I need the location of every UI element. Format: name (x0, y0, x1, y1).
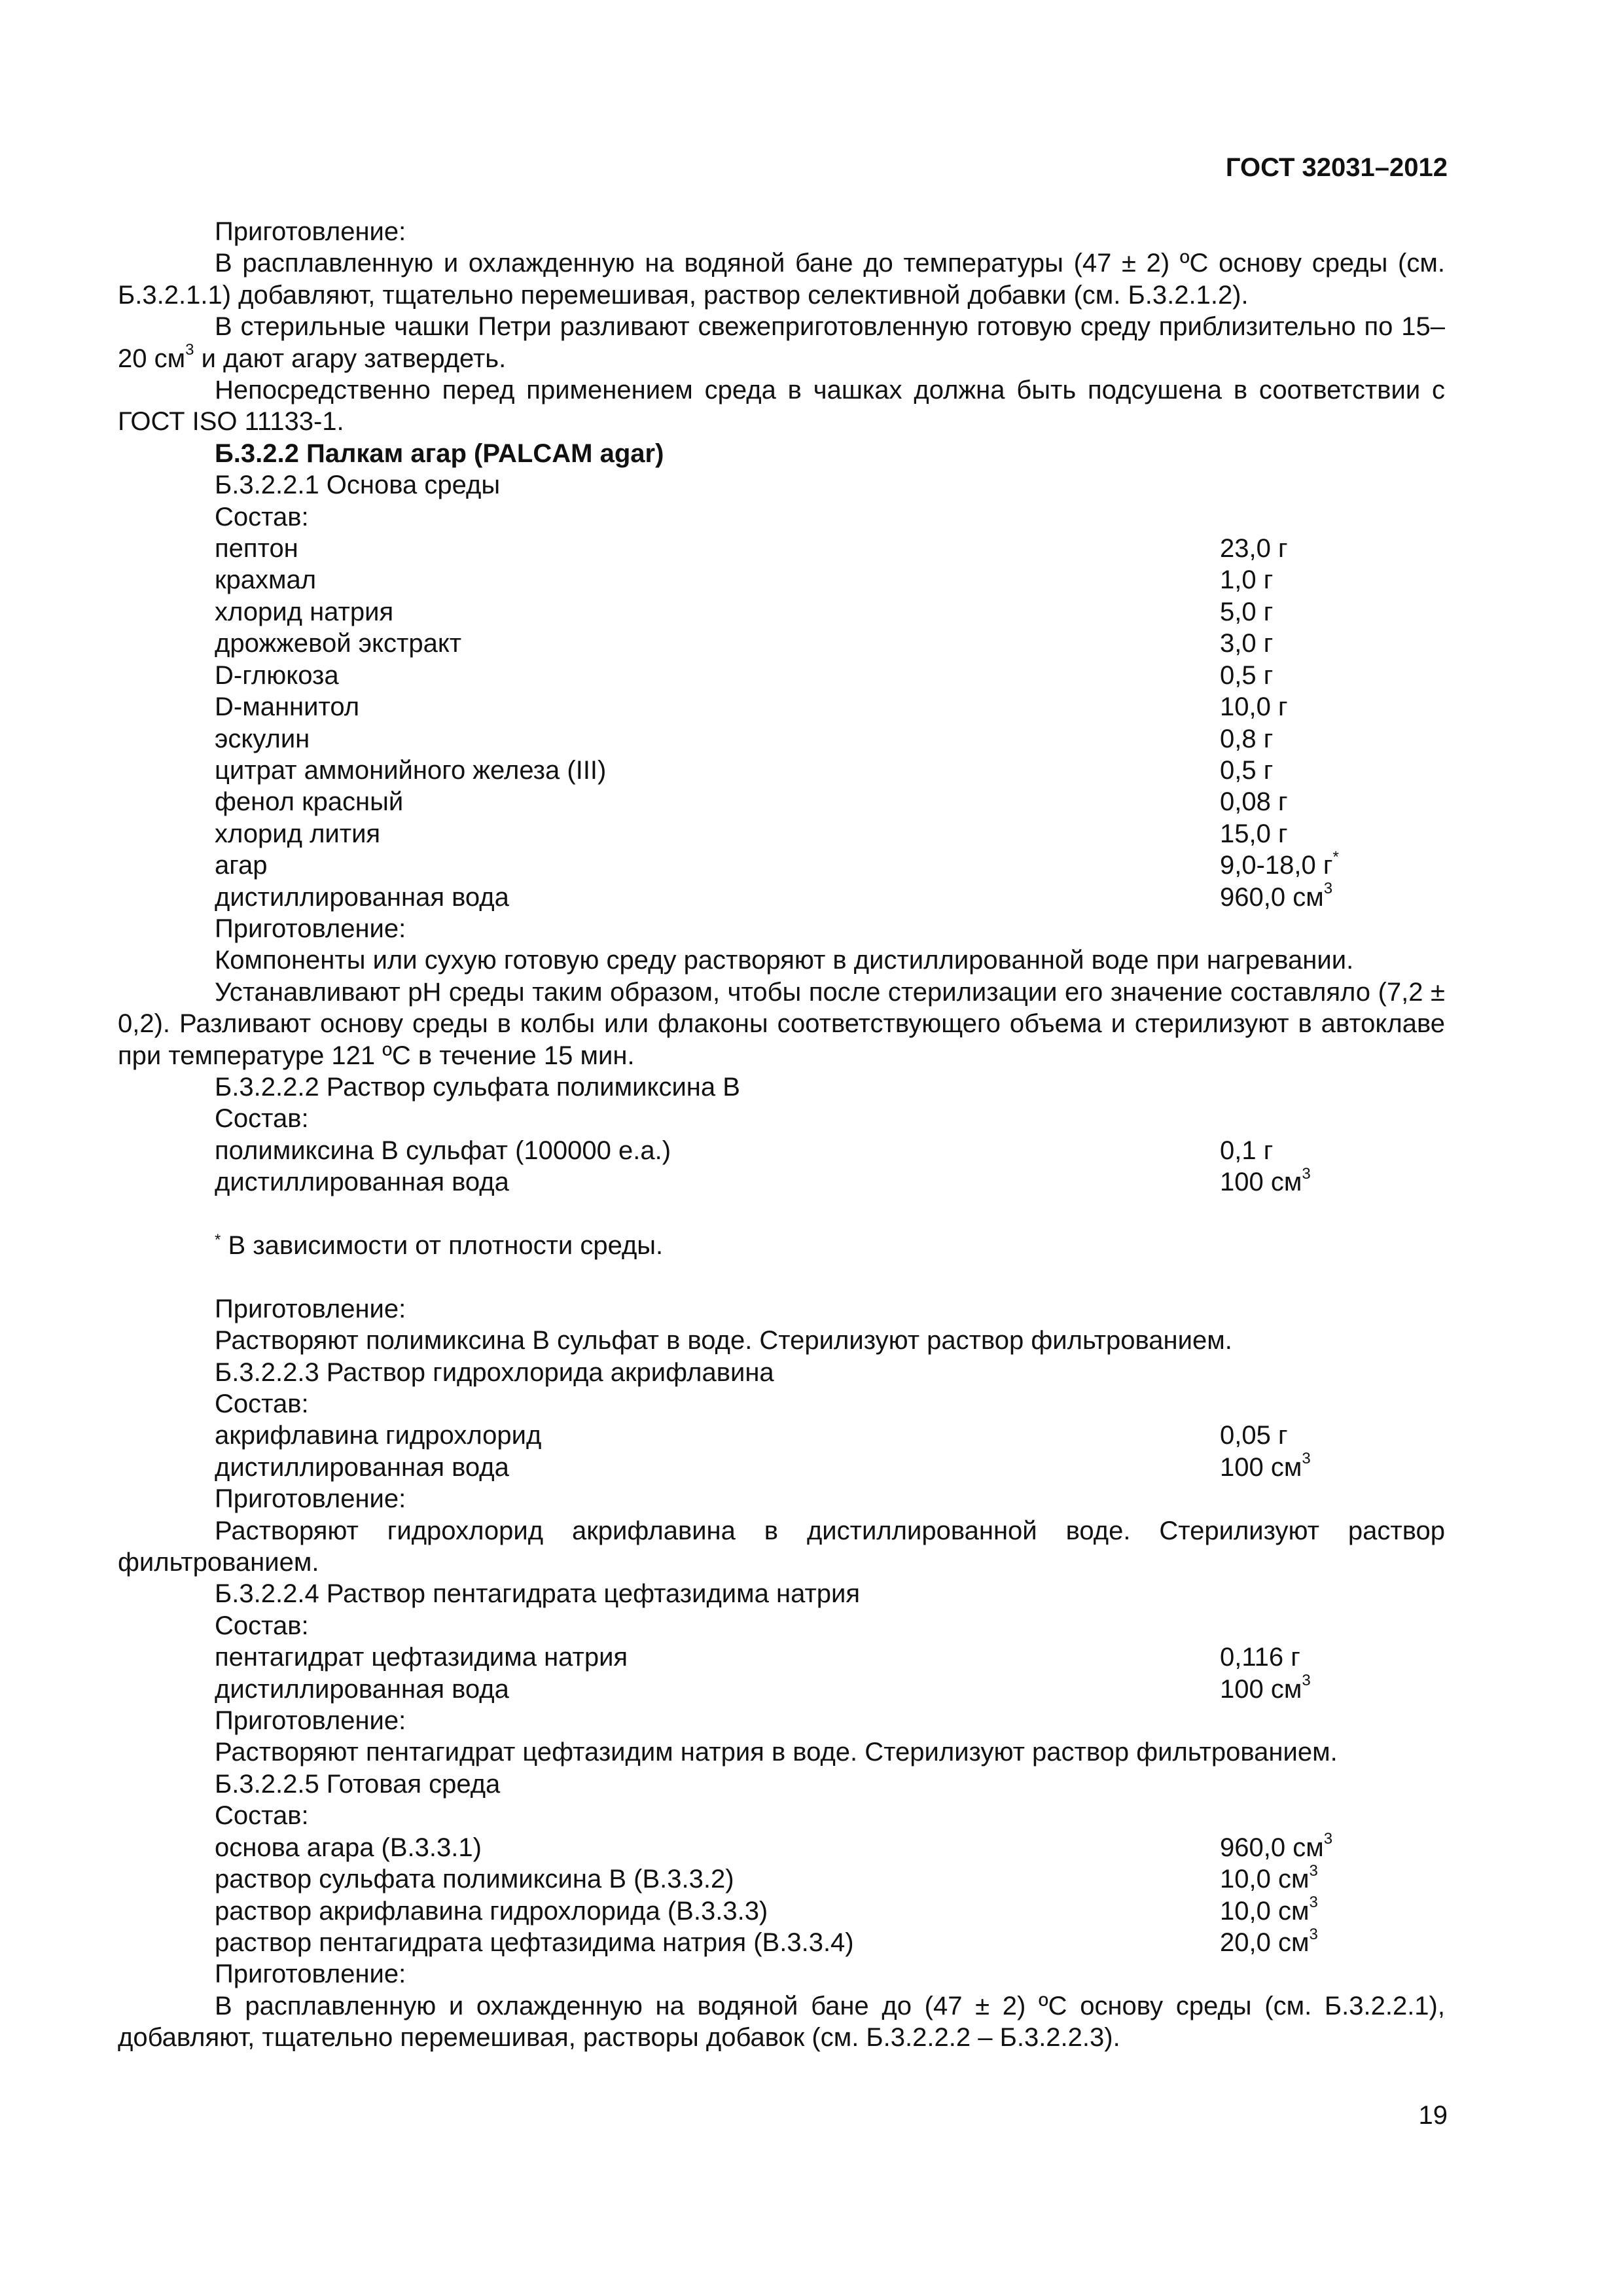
ingredient-list (118, 1420, 1445, 1483)
ingredient-amount: 0,1 г (1220, 1136, 1274, 1165)
superscript: 3 (185, 341, 194, 359)
superscript: 3 (1302, 1450, 1311, 1468)
ingredient-amount: 9,0-18,0 г* (1220, 848, 1339, 880)
prep-label: Приготовление: (215, 1484, 406, 1514)
ingredient-amount: 0,08 г (1220, 787, 1288, 817)
prep-paragraph: В расплавленную и охлажденную на водяной бане до (47 ± 2) ºС основу среды (см. Б.3.2.2.1), добавляют, тщательно перемешивая, растворы добавок (см. Б.3.2.2.2 – Б.3.2.2.3). (118, 1991, 1445, 2053)
composition-label: Состав: (215, 1611, 309, 1640)
ingredient-row (118, 1895, 1445, 1927)
section-heading: Б.3.2.2 Палкам агар (PALCAM agar) (215, 439, 664, 468)
prep-label: Приготовление: (215, 217, 406, 246)
superscript: 3 (1302, 1672, 1311, 1690)
ingredient-name: полимиксина В сульфат (100000 е.а.) (215, 1136, 671, 1165)
subsection-title: Б.3.2.2.1 Основа среды (215, 471, 501, 500)
ingredient-row (118, 1863, 1445, 1895)
ingredient-name: раствор сульфата полимиксина В (В.3.3.2) (215, 1865, 734, 1894)
footnote-text: В зависимости от плотности среды. (221, 1230, 664, 1260)
prep-label: Приготовление: (215, 914, 406, 943)
ingredient-list (118, 1135, 1445, 1198)
ingredient-amount: 0,8 г (1220, 724, 1274, 753)
ingredient-row (118, 596, 1445, 628)
superscript: 3 (1309, 1893, 1318, 1912)
ingredient-row (118, 723, 1445, 755)
composition-label: Состав: (215, 1390, 309, 1418)
composition-label: Состав: (215, 502, 309, 531)
ingredient-amount: 0,5 г (1220, 660, 1274, 690)
ingredient-amount: 10,0 $см^3$ (1220, 1893, 1318, 1926)
ingredient-list (118, 1832, 1445, 1959)
superscript: 3 (1323, 1830, 1333, 1848)
ingredient-amount: 100 $см^3$ (1220, 1164, 1311, 1197)
ingredient-name: пептон (215, 534, 298, 564)
ingredient-name: раствор акрифлавина гидрохлорида (В.3.3.3) (215, 1896, 768, 1926)
ingredient-row (118, 691, 1445, 723)
ingredient-amount: 100 $см^3$ (1220, 1672, 1311, 1704)
intro-paragraph-3: Непосредственно перед применением среда в чашках должна быть подсушена в соответствии с ГОСТ ISO 11133-1. (118, 376, 1445, 437)
ingredient-amount: 15,0 г (1220, 819, 1288, 848)
ingredient-row (118, 1674, 1445, 1705)
superscript: 3 (1309, 1925, 1318, 1943)
ingredient-name: основа агара (В.3.3.1) (215, 1833, 482, 1862)
subsection-title: Б.3.2.2.4 Раствор пентагидрата цефтазидима натрия (215, 1579, 861, 1609)
ingredient-row (118, 1166, 1445, 1198)
footnote (118, 1230, 1445, 1261)
composition-label: Состав: (215, 1801, 309, 1831)
ingredient-row (118, 628, 1445, 659)
page-body (118, 216, 1445, 2054)
document-code: ГОСТ 32031–2012 (1225, 153, 1448, 182)
ingredient-name: фенол красный (215, 787, 404, 817)
ingredient-name: раствор пентагидрата цефтазидима натрия (В.3.3.4) (215, 1928, 854, 1957)
ingredient-name: хлорид натрия (215, 597, 394, 626)
ingredient-amount: 10,0 $см^3$ (1220, 1861, 1318, 1894)
prep-paragraph: Компоненты или сухую готовую среду растворяют в дистиллированной воде при нагревании. (215, 946, 1354, 975)
intro-paragraph-2-text: В стерильные чашки Петри разливают свежеприготовленную готовую среду приблизительно по 15–20 см (118, 312, 1445, 373)
ingredient-name: цитрат аммонийного железа (III) (215, 755, 607, 785)
ingredient-amount: 100 $см^3$ (1220, 1450, 1311, 1482)
ingredient-amount: 0,116 г (1220, 1643, 1300, 1672)
ingredient-amount: 1,0 г (1220, 565, 1274, 595)
ingredient-row (118, 818, 1445, 850)
ingredient-name: D-глюкоза (215, 660, 339, 690)
ingredient-name: D-маннитол (215, 692, 360, 722)
superscript: 3 (1309, 1861, 1318, 1880)
footnote-marker: * (215, 1230, 221, 1249)
prep-label: Приготовление: (215, 1706, 406, 1736)
subsection-title: Б.3.2.2.5 Готовая среда (215, 1769, 501, 1799)
intro-paragraph-2-text-end: и дают агару затвердеть. (194, 344, 507, 373)
subsection-title: Б.3.2.2.2 Раствор сульфата полимиксина В (215, 1072, 740, 1102)
ingredient-amount: 960,0 $см^3$ (1220, 1830, 1333, 1862)
prep-paragraph: Устанавливают рН среды таким образом, чтобы после стерилизации его значение составляло (7,2 ± 0,2). Разливают основу среды в колбы или флаконы соответствующего объема и стерилизуют в автоклаве при температуре 121 ºС в течение 15 мин. (118, 977, 1445, 1070)
ingredient-name: дистиллированная вода (215, 1452, 509, 1482)
ingredient-row (118, 1641, 1445, 1673)
ingredient-row (118, 882, 1445, 913)
ingredient-name: эскулин (215, 724, 310, 753)
ingredient-name: агар (215, 851, 268, 880)
ingredient-name: дистиллированная вода (215, 1168, 509, 1197)
ingredient-amount: 0,5 г (1220, 755, 1274, 785)
ingredient-row (118, 755, 1445, 786)
superscript: 3 (1302, 1164, 1311, 1183)
ingredient-row (118, 850, 1445, 881)
ingredient-row (118, 786, 1445, 817)
prep-paragraph: Растворяют гидрохлорид акрифлавина в дистиллированной воде. Стерилизуют раствор фильтрованием. (118, 1516, 1445, 1577)
ingredient-list (118, 533, 1445, 913)
ingredient-amount: 10,0 г (1220, 692, 1288, 722)
ingredient-amount: 23,0 г (1220, 534, 1288, 564)
superscript: 3 (1323, 880, 1333, 898)
ingredient-amount: 20,0 $см^3$ (1220, 1925, 1318, 1957)
ingredient-amount: 960,0 $см^3$ (1220, 880, 1333, 912)
ingredient-name: дистиллированная вода (215, 882, 509, 912)
prep-paragraph: Растворяют полимиксина В сульфат в воде. Стерилизуют раствор фильтрованием. (215, 1326, 1232, 1355)
ingredient-amount: 3,0 г (1220, 629, 1274, 658)
subsection-title: Б.3.2.2.3 Раствор гидрохлорида акрифлавина (215, 1357, 774, 1387)
composition-label: Состав: (215, 1104, 309, 1134)
ingredient-name: пентагидрат цефтазидима натрия (215, 1643, 628, 1672)
ingredient-name: дрожжевой экстракт (215, 629, 462, 658)
ingredient-list (118, 1641, 1445, 1705)
ingredient-row (118, 1135, 1445, 1166)
ingredient-row (118, 1420, 1445, 1451)
prep-label: Приготовление: (215, 1960, 406, 1989)
ingredient-row (118, 1832, 1445, 1863)
ingredient-amount: 5,0 г (1220, 597, 1274, 626)
ingredient-amount: 0,05 г (1220, 1421, 1288, 1450)
ingredient-row (118, 564, 1445, 596)
ingredient-name: крахмал (215, 565, 317, 595)
ingredient-row (118, 533, 1445, 564)
ingredient-row (118, 660, 1445, 691)
prep-label: Приготовление: (215, 1294, 406, 1323)
ingredient-row (118, 1452, 1445, 1483)
ingredient-name: акрифлавина гидрохлорид (215, 1421, 542, 1450)
superscript: * (1332, 848, 1339, 866)
intro-paragraph-1: В расплавленную и охлажденную на водяной бане до температуры (47 ± 2) ºС основу среды (см. Б.3.2.1.1) добавляют, тщательно перемешивая, раствор селективной добавки (см. Б.3.2.1.2). (118, 249, 1445, 310)
prep-paragraph: Растворяют пентагидрат цефтазидим натрия в воде. Стерилизуют раствор фильтрованием. (215, 1738, 1338, 1767)
ingredient-row (118, 1927, 1445, 1958)
ingredient-name: хлорид лития (215, 819, 381, 848)
ingredient-name: дистиллированная вода (215, 1674, 509, 1704)
page-number: 19 (1418, 2101, 1448, 2130)
intro-paragraph-2 (118, 311, 1445, 374)
